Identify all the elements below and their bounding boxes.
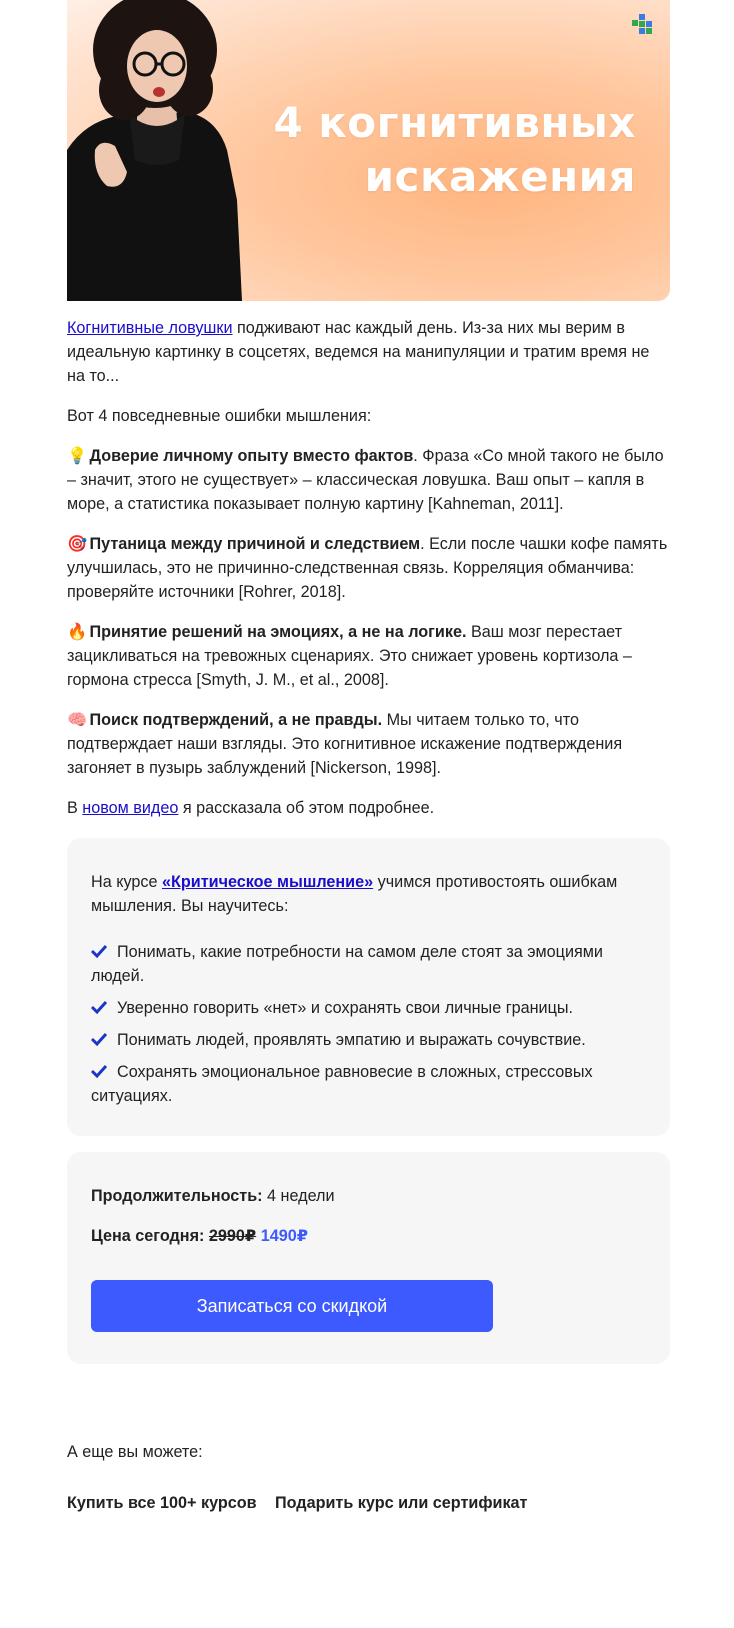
error-title: Путаница между причиной и следствием — [89, 535, 421, 553]
hero-title-line-2: искажения — [364, 152, 636, 201]
price-label: Цена сегодня: — [91, 1227, 205, 1245]
skill-text: Понимать людей, проявлять эмпатию и выражать сочувствие. — [117, 1031, 586, 1049]
bulb-icon: 💡 — [67, 447, 88, 465]
hero-banner[interactable] — [67, 0, 670, 301]
error-item — [67, 444, 670, 516]
offer-card — [67, 1152, 670, 1364]
error-item — [67, 620, 670, 692]
error-item — [67, 532, 670, 604]
checkmark-icon — [91, 1032, 107, 1046]
video-suffix: я рассказала об этом подробнее. — [178, 799, 435, 817]
skill-item — [91, 940, 646, 988]
skill-item — [91, 1028, 646, 1052]
brain-icon: 🧠 — [67, 711, 88, 729]
skill-text: Уверенно говорить «нет» и сохранять свои личные границы. — [117, 999, 573, 1017]
error-text: Ваш мозг перестает зацикливаться на тревожных сценариях. Это снижает уровень кортизола – гормона стресса [Smyth, J. M., et al., 2008]. — [67, 623, 632, 689]
error-title: Принятие решений на эмоциях, а не на логике. — [89, 623, 467, 641]
intro-text: подживают нас каждый день. Из-за них мы верим в идеальную картинку в соцсетях, ведемся на манипуляции и тратим время не на то... — [67, 319, 650, 385]
price-row — [91, 1224, 308, 1248]
buy-all-courses-link[interactable]: Купить все 100+ курсов — [67, 1494, 257, 1512]
hero-title-line-1: 4 когнитивных — [273, 98, 636, 147]
duration-row — [91, 1184, 335, 1208]
course-prefix: На курсе — [91, 873, 162, 891]
error-title: Доверие личному опыту вместо фактов — [89, 447, 414, 465]
more-title: А еще вы можете: — [67, 1443, 203, 1461]
target-icon: 🎯 — [67, 535, 88, 553]
course-intro — [91, 870, 646, 918]
checkmark-icon — [91, 1064, 107, 1078]
skills-list — [91, 940, 646, 1116]
duration-value: 4 недели — [262, 1187, 335, 1205]
brand-cube-logo-icon — [630, 12, 654, 36]
error-text: . Фраза «Со мной такого не было – значит, этого не существует» – классическая ловушка. Ваш опыт – капля в море, а статистика показывает полную картину [Kahneman, 2011]. — [67, 447, 664, 513]
hero-title — [273, 96, 636, 204]
old-price: 2990₽ — [208, 1227, 257, 1245]
skill-text: Сохранять эмоциональное равновесие в сложных, стрессовых ситуациях. — [91, 1063, 593, 1105]
cognitive-traps-link[interactable]: Когнитивные ловушки — [67, 319, 233, 337]
error-text: Мы читаем только то, что подтверждает наши взгляды. Это когнитивное искажение подтверждения загоняет в пузырь заблуждений [Nickerson, 1998]. — [67, 711, 623, 777]
more-links-row — [67, 1490, 670, 1512]
course-link[interactable]: «Критическое мышление» — [161, 873, 374, 891]
gift-course-link[interactable]: Подарить курс или сертификат — [275, 1494, 528, 1512]
fire-icon: 🔥 — [67, 623, 88, 641]
email-body — [67, 0, 670, 1512]
checkmark-icon — [91, 944, 107, 958]
skill-item — [91, 996, 646, 1020]
course-suffix: учимся противостоять ошибкам мышления. Вы научитесь: — [91, 873, 618, 915]
skill-item — [91, 1060, 646, 1108]
author-photo — [67, 0, 242, 301]
error-text: . Если после чашки кофе память улучшилась, это не причинно-следственная связь. Корреляция обманчива: проверяйте источники [Rohrer, 2018]. — [67, 535, 668, 601]
error-item — [67, 708, 670, 780]
checkmark-icon — [91, 1000, 107, 1014]
intro-paragraph — [67, 316, 670, 388]
duration-label: Продолжительность: — [91, 1187, 263, 1205]
error-title: Поиск подтверждений, а не правды. — [89, 711, 383, 729]
video-paragraph — [67, 796, 670, 820]
new-price: 1490₽ — [260, 1227, 308, 1245]
new-video-link[interactable]: новом видео — [82, 799, 179, 817]
skill-text: Понимать, какие потребности на самом деле стоят за эмоциями людей. — [91, 943, 603, 985]
video-prefix: В — [67, 799, 83, 817]
course-card — [67, 838, 670, 1136]
enroll-discount-button[interactable]: Записаться со скидкой — [91, 1280, 493, 1332]
lead-text: Вот 4 повседневные ошибки мышления: — [67, 407, 372, 425]
